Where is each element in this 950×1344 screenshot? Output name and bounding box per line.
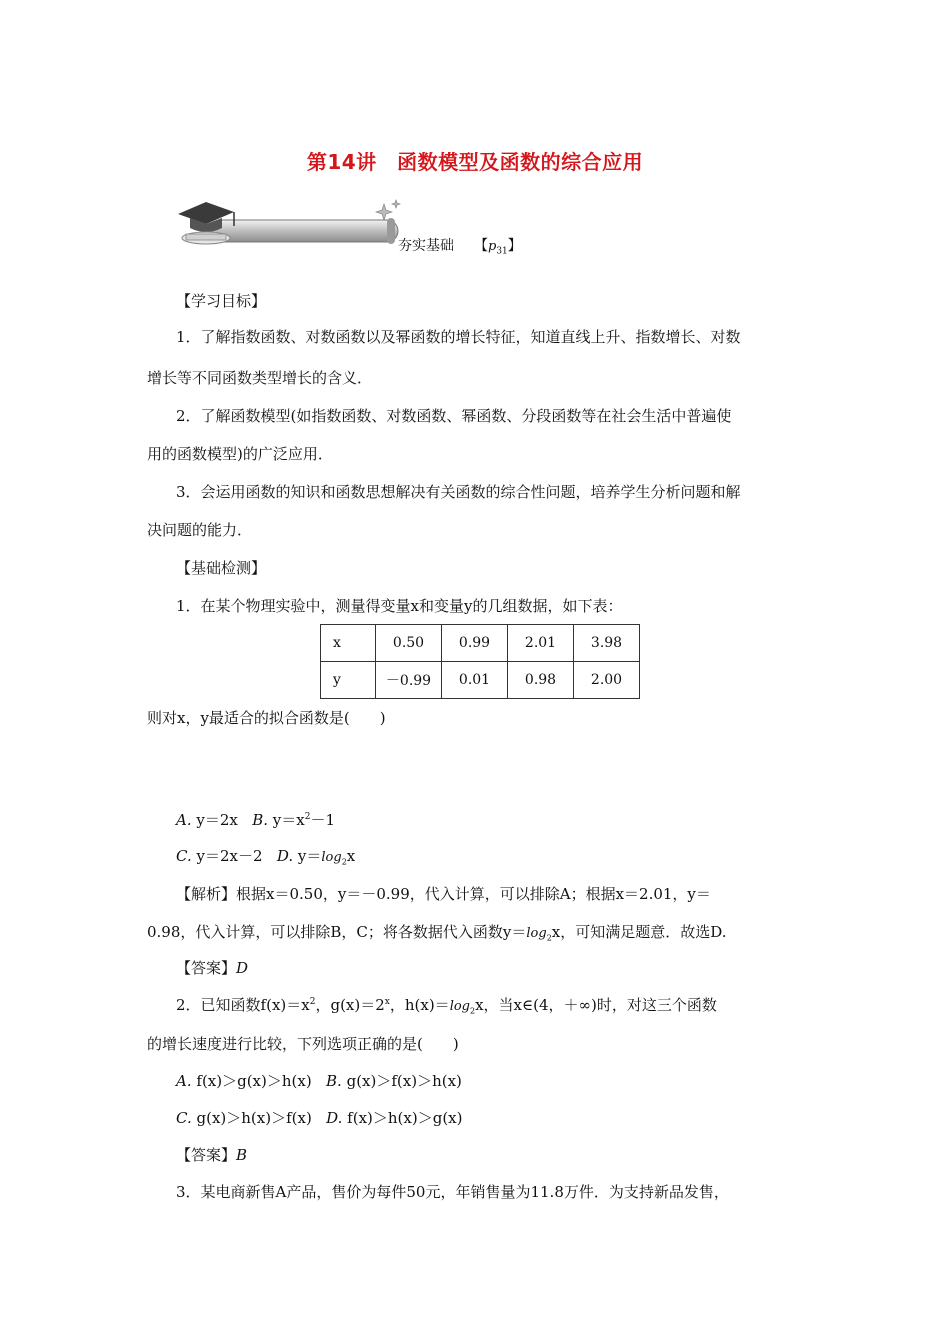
- section-banner-graphic: [172, 196, 412, 248]
- section-label-text: 夯实基础: [398, 238, 454, 254]
- goals-heading: 【学习目标】: [176, 292, 267, 310]
- table-row: [321, 625, 640, 662]
- goal-1-line-1: 1．了解指数函数、对数函数以及幂函数的增长特征，知道直线上升、指数增长、对数: [176, 328, 741, 346]
- table-cell: 0.98: [508, 662, 574, 699]
- table-cell: 0.01: [442, 662, 508, 699]
- table-cell: y: [321, 662, 376, 699]
- table-cell: 3.98: [574, 625, 640, 662]
- page-title: 第14讲 函数模型及函数的综合应用: [306, 150, 644, 174]
- question-1-stem: 1．在某个物理实验中，测量得变量x和变量y的几组数据，如下表：: [176, 597, 623, 615]
- table-cell: －0.99: [376, 662, 442, 699]
- table-cell: 2.01: [508, 625, 574, 662]
- question-2-stem-line-1: 2．已知函数$f(x)=x^2$，$g(x)=2^x$，$h(x)=\log_2x$，当x∈(4，＋∞)时，对这三个函数: [176, 996, 717, 1016]
- question-1-analysis-line-2: 0.98，代入计算，可以排除B，C；将各数据代入函数$y=\log_2x$，可知满足题意．故选D.: [147, 923, 727, 943]
- goal-2-line-2: 用的函数模型)的广泛应用．: [147, 445, 333, 463]
- question-1-options-cd: C. y＝2x－2 D. $y=\log_2x$: [176, 847, 356, 867]
- goal-1-line-2: 增长等不同函数类型增长的含义．: [147, 369, 373, 387]
- question-1-answer: 【答案】D: [176, 959, 249, 977]
- table-cell: x: [321, 625, 376, 662]
- question-1-options-ab: A. y＝2x B. $y=x^2-1$: [176, 811, 335, 829]
- goal-3-line-2: 决问题的能力．: [147, 521, 253, 539]
- section-label: [398, 235, 522, 257]
- question-1-ask: 则对x，y最适合的拟合函数是( ): [147, 709, 386, 727]
- goal-2-line-1: 2．了解函数模型(如指数函数、对数函数、幂函数、分段函数等在社会生活中普遍使: [176, 407, 732, 425]
- table-cell: 2.00: [574, 662, 640, 699]
- question-2-stem-line-2: 的增长速度进行比较，下列选项正确的是( ): [147, 1035, 459, 1053]
- page-reference: 【$p_{31}$】: [474, 238, 522, 257]
- sparkle-icon: [376, 200, 400, 220]
- question-2-options-ab: A. f(x)＞g(x)＞h(x) B. g(x)＞f(x)＞h(x): [176, 1072, 462, 1090]
- table-cell: 0.50: [376, 625, 442, 662]
- goal-3-line-1: 3．会运用函数的知识和函数思想解决有关函数的综合性问题，培养学生分析问题和解: [176, 483, 741, 501]
- check-heading: 【基础检测】: [176, 559, 267, 577]
- data-table: [320, 624, 640, 699]
- question-2-answer: 【答案】B: [176, 1146, 248, 1164]
- question-1-analysis-line-1: 【解析】根据x＝0.50，y＝－0.99，代入计算，可以排除A；根据x＝2.01，y＝: [176, 885, 711, 903]
- table-row: [321, 662, 640, 699]
- question-3-stem: 3．某电商新售A产品，售价为每件50元，年销售量为11.8万件．为支持新品发售，: [176, 1183, 729, 1201]
- question-2-options-cd: C. g(x)＞h(x)＞f(x) D. f(x)＞h(x)＞g(x): [176, 1109, 463, 1127]
- table-cell: 0.99: [442, 625, 508, 662]
